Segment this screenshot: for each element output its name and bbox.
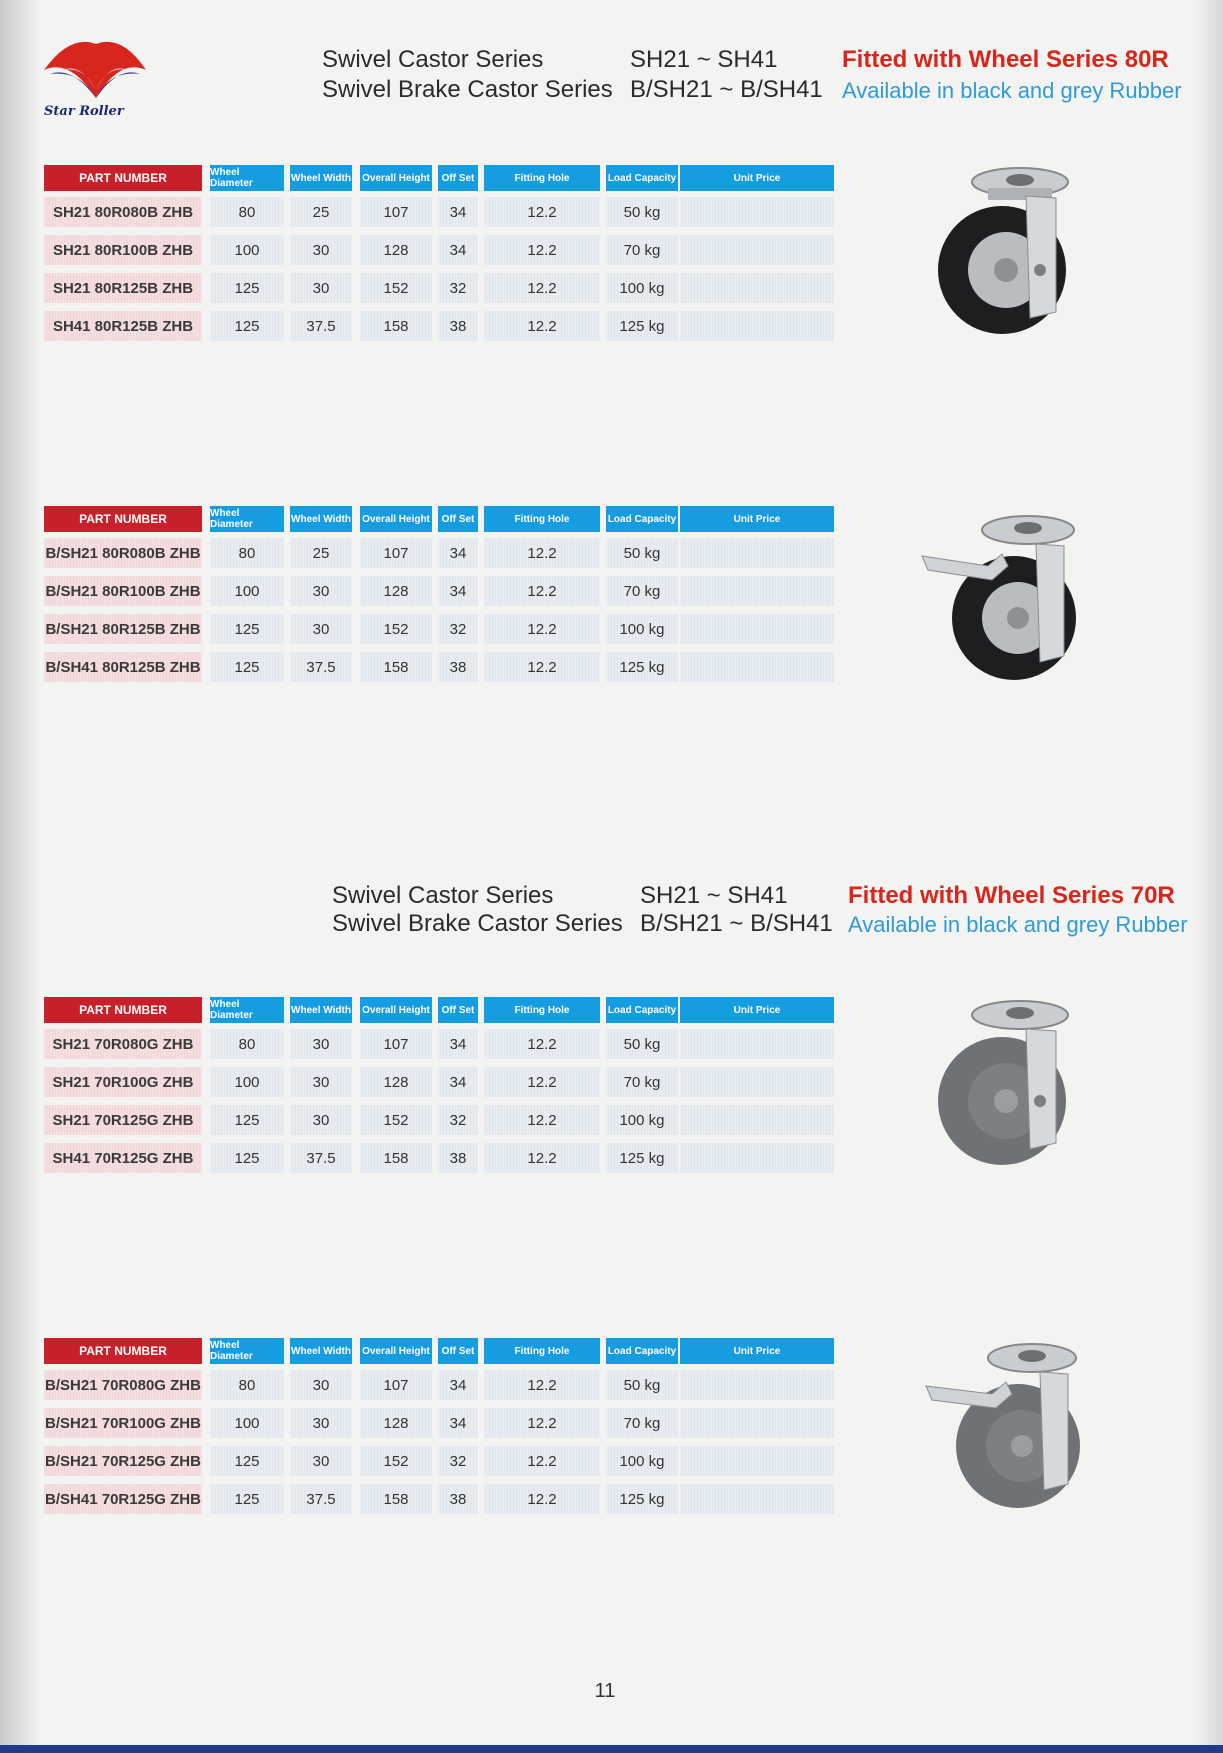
table-row: [44, 1029, 834, 1059]
header-fitting-hole: Fitting Hole: [484, 165, 600, 191]
off-set-cell: 38: [438, 652, 478, 682]
header-unit-price: Unit Price: [680, 1338, 834, 1364]
unit-price-cell: [680, 235, 834, 265]
spec-table-sh-80r: [44, 165, 834, 349]
wheel-diameter-cell: 125: [210, 311, 284, 341]
unit-price-cell: [680, 652, 834, 682]
load-capacity-cell: 100 kg: [606, 1446, 678, 1476]
fitting-hole-cell: 12.2: [484, 311, 600, 341]
part-number-cell: B/SH41 80R125B ZHB: [44, 652, 202, 682]
wheel-width-cell: 30: [290, 273, 352, 303]
table-row: [44, 1143, 834, 1173]
wheel-width-cell: 30: [290, 576, 352, 606]
header-load-capacity: Load Capacity: [606, 165, 678, 191]
wheel-width-cell: 30: [290, 235, 352, 265]
overall-height-cell: 107: [360, 1029, 432, 1059]
header-part-number: PART NUMBER: [44, 997, 202, 1023]
swivel-castor-grey-wheel-icon: [930, 993, 1090, 1173]
fitting-hole-cell: 12.2: [484, 273, 600, 303]
wheel-width-cell: 30: [290, 1029, 352, 1059]
wheel-series-label: Fitted with Wheel Series 70R: [848, 882, 1175, 909]
unit-price-cell: [680, 197, 834, 227]
load-capacity-cell: 70 kg: [606, 235, 678, 265]
unit-price-cell: [680, 576, 834, 606]
off-set-cell: 32: [438, 1105, 478, 1135]
header-wheel-width: Wheel Width: [290, 1338, 352, 1364]
wheel-series-label: Fitted with Wheel Series 80R: [842, 46, 1169, 73]
overall-height-cell: 158: [360, 652, 432, 682]
wheel-diameter-cell: 100: [210, 1408, 284, 1438]
load-capacity-cell: 125 kg: [606, 311, 678, 341]
part-number-cell: SH21 80R100B ZHB: [44, 235, 202, 265]
header-fitting-hole: Fitting Hole: [484, 997, 600, 1023]
load-capacity-cell: 70 kg: [606, 1067, 678, 1097]
load-capacity-cell: 100 kg: [606, 273, 678, 303]
table-header-row: [44, 165, 834, 191]
part-number-cell: SH21 70R125G ZHB: [44, 1105, 202, 1135]
wheel-diameter-cell: 80: [210, 197, 284, 227]
table-row: [44, 614, 834, 644]
table-row: [44, 1067, 834, 1097]
overall-height-cell: 128: [360, 1408, 432, 1438]
off-set-cell: 32: [438, 273, 478, 303]
header-wheel-width: Wheel Width: [290, 165, 352, 191]
swivel-castor-black-wheel-icon: [930, 162, 1090, 342]
section-header-70r: [0, 880, 1223, 950]
fitting-hole-cell: 12.2: [484, 1105, 600, 1135]
table-row: [44, 652, 834, 682]
table-header-row: [44, 506, 834, 532]
wheel-diameter-cell: 125: [210, 1143, 284, 1173]
off-set-cell: 34: [438, 1067, 478, 1097]
unit-price-cell: [680, 1067, 834, 1097]
fitting-hole-cell: 12.2: [484, 1408, 600, 1438]
off-set-cell: 34: [438, 538, 478, 568]
table-row: [44, 1484, 834, 1514]
fitting-hole-cell: 12.2: [484, 1370, 600, 1400]
header-overall-height: Overall Height: [360, 997, 432, 1023]
off-set-cell: 34: [438, 197, 478, 227]
off-set-cell: 34: [438, 1370, 478, 1400]
overall-height-cell: 128: [360, 576, 432, 606]
page-edge-shadow: [1193, 0, 1223, 1753]
fitting-hole-cell: 12.2: [484, 1067, 600, 1097]
load-capacity-cell: 125 kg: [606, 652, 678, 682]
header-fitting-hole: Fitting Hole: [484, 506, 600, 532]
unit-price-cell: [680, 1370, 834, 1400]
unit-price-cell: [680, 311, 834, 341]
table-row: [44, 1446, 834, 1476]
load-capacity-cell: 125 kg: [606, 1484, 678, 1514]
unit-price-cell: [680, 1484, 834, 1514]
header-wheel-diameter: Wheel Diameter: [210, 1338, 284, 1364]
wheel-diameter-cell: 80: [210, 538, 284, 568]
part-number-cell: SH21 80R080B ZHB: [44, 197, 202, 227]
fitting-hole-cell: 12.2: [484, 1029, 600, 1059]
spec-table-bsh-80r: [44, 506, 834, 690]
series-title: Swivel Castor Series: [332, 882, 554, 909]
header-load-capacity: Load Capacity: [606, 1338, 678, 1364]
table-row: [44, 197, 834, 227]
overall-height-cell: 158: [360, 1484, 432, 1514]
table-row: [44, 311, 834, 341]
load-capacity-cell: 50 kg: [606, 538, 678, 568]
part-number-cell: B/SH21 80R080B ZHB: [44, 538, 202, 568]
table-row: [44, 1105, 834, 1135]
section-header-80r: [0, 44, 1223, 114]
overall-height-cell: 107: [360, 538, 432, 568]
wheel-width-cell: 37.5: [290, 1143, 352, 1173]
part-number-cell: SH41 80R125B ZHB: [44, 311, 202, 341]
table-row: [44, 538, 834, 568]
series-range: SH21 ~ SH41: [630, 46, 778, 73]
table-row: [44, 1408, 834, 1438]
fitting-hole-cell: 12.2: [484, 197, 600, 227]
header-part-number: PART NUMBER: [44, 506, 202, 532]
unit-price-cell: [680, 1029, 834, 1059]
header-unit-price: Unit Price: [680, 997, 834, 1023]
wheel-width-cell: 25: [290, 197, 352, 227]
header-wheel-width: Wheel Width: [290, 997, 352, 1023]
overall-height-cell: 152: [360, 273, 432, 303]
wheel-diameter-cell: 80: [210, 1029, 284, 1059]
overall-height-cell: 152: [360, 1446, 432, 1476]
overall-height-cell: 152: [360, 1105, 432, 1135]
header-unit-price: Unit Price: [680, 165, 834, 191]
wheel-width-cell: 30: [290, 614, 352, 644]
wheel-width-cell: 30: [290, 1067, 352, 1097]
overall-height-cell: 152: [360, 614, 432, 644]
header-wheel-diameter: Wheel Diameter: [210, 165, 284, 191]
page-number: 11: [594, 1680, 616, 1702]
wheel-width-cell: 30: [290, 1370, 352, 1400]
load-capacity-cell: 100 kg: [606, 1105, 678, 1135]
wheel-diameter-cell: 80: [210, 1370, 284, 1400]
overall-height-cell: 128: [360, 1067, 432, 1097]
part-number-cell: B/SH21 70R100G ZHB: [44, 1408, 202, 1438]
load-capacity-cell: 50 kg: [606, 1370, 678, 1400]
off-set-cell: 34: [438, 1408, 478, 1438]
unit-price-cell: [680, 538, 834, 568]
table-row: [44, 273, 834, 303]
load-capacity-cell: 70 kg: [606, 1408, 678, 1438]
series-title: Swivel Castor Series: [322, 46, 544, 73]
spec-table-bsh-70r: [44, 1338, 834, 1522]
unit-price-cell: [680, 1143, 834, 1173]
load-capacity-cell: 125 kg: [606, 1143, 678, 1173]
unit-price-cell: [680, 614, 834, 644]
page-bottom-bar: [0, 1745, 1223, 1753]
overall-height-cell: 158: [360, 311, 432, 341]
table-row: [44, 576, 834, 606]
part-number-cell: SH21 80R125B ZHB: [44, 273, 202, 303]
wheel-width-cell: 25: [290, 538, 352, 568]
header-off-set: Off Set: [438, 1338, 478, 1364]
off-set-cell: 32: [438, 1446, 478, 1476]
swivel-brake-castor-black-wheel-icon: [918, 506, 1098, 686]
load-capacity-cell: 70 kg: [606, 576, 678, 606]
spec-table-sh-70r: [44, 997, 834, 1181]
off-set-cell: 32: [438, 614, 478, 644]
part-number-cell: B/SH21 80R100B ZHB: [44, 576, 202, 606]
load-capacity-cell: 50 kg: [606, 1029, 678, 1059]
swivel-brake-castor-grey-wheel-icon: [922, 1336, 1102, 1516]
off-set-cell: 34: [438, 576, 478, 606]
fitting-hole-cell: 12.2: [484, 652, 600, 682]
part-number-cell: B/SH41 70R125G ZHB: [44, 1484, 202, 1514]
fitting-hole-cell: 12.2: [484, 235, 600, 265]
header-off-set: Off Set: [438, 165, 478, 191]
header-fitting-hole: Fitting Hole: [484, 1338, 600, 1364]
part-number-cell: B/SH21 80R125B ZHB: [44, 614, 202, 644]
header-load-capacity: Load Capacity: [606, 997, 678, 1023]
wheel-diameter-cell: 125: [210, 1105, 284, 1135]
header-overall-height: Overall Height: [360, 506, 432, 532]
brake-series-range: B/SH21 ~ B/SH41: [630, 76, 823, 103]
header-wheel-diameter: Wheel Diameter: [210, 506, 284, 532]
table-header-row: [44, 1338, 834, 1364]
off-set-cell: 34: [438, 235, 478, 265]
wheel-diameter-cell: 125: [210, 1484, 284, 1514]
wheel-width-cell: 37.5: [290, 311, 352, 341]
wheel-diameter-cell: 125: [210, 1446, 284, 1476]
off-set-cell: 38: [438, 311, 478, 341]
brake-series-range: B/SH21 ~ B/SH41: [640, 910, 833, 937]
header-wheel-diameter: Wheel Diameter: [210, 997, 284, 1023]
wheel-diameter-cell: 100: [210, 1067, 284, 1097]
unit-price-cell: [680, 273, 834, 303]
header-part-number: PART NUMBER: [44, 165, 202, 191]
table-row: [44, 235, 834, 265]
part-number-cell: SH21 70R080G ZHB: [44, 1029, 202, 1059]
wheel-diameter-cell: 100: [210, 235, 284, 265]
wheel-diameter-cell: 125: [210, 614, 284, 644]
wheel-diameter-cell: 100: [210, 576, 284, 606]
series-range: SH21 ~ SH41: [640, 882, 788, 909]
header-load-capacity: Load Capacity: [606, 506, 678, 532]
wheel-width-cell: 37.5: [290, 652, 352, 682]
header-overall-height: Overall Height: [360, 165, 432, 191]
table-row: [44, 1370, 834, 1400]
page-gutter-shadow: [0, 0, 40, 1753]
wheel-diameter-cell: 125: [210, 652, 284, 682]
unit-price-cell: [680, 1105, 834, 1135]
table-header-row: [44, 997, 834, 1023]
availability-note: Available in black and grey Rubber: [842, 78, 1182, 103]
fitting-hole-cell: 12.2: [484, 614, 600, 644]
wheel-width-cell: 30: [290, 1105, 352, 1135]
fitting-hole-cell: 12.2: [484, 1446, 600, 1476]
part-number-cell: SH41 70R125G ZHB: [44, 1143, 202, 1173]
availability-note: Available in black and grey Rubber: [848, 912, 1188, 937]
off-set-cell: 38: [438, 1484, 478, 1514]
fitting-hole-cell: 12.2: [484, 538, 600, 568]
load-capacity-cell: 100 kg: [606, 614, 678, 644]
unit-price-cell: [680, 1446, 834, 1476]
brake-series-title: Swivel Brake Castor Series: [322, 76, 613, 103]
overall-height-cell: 128: [360, 235, 432, 265]
overall-height-cell: 158: [360, 1143, 432, 1173]
wheel-diameter-cell: 125: [210, 273, 284, 303]
fitting-hole-cell: 12.2: [484, 1143, 600, 1173]
wheel-width-cell: 30: [290, 1408, 352, 1438]
unit-price-cell: [680, 1408, 834, 1438]
off-set-cell: 34: [438, 1029, 478, 1059]
header-off-set: Off Set: [438, 506, 478, 532]
off-set-cell: 38: [438, 1143, 478, 1173]
header-overall-height: Overall Height: [360, 1338, 432, 1364]
part-number-cell: B/SH21 70R080G ZHB: [44, 1370, 202, 1400]
overall-height-cell: 107: [360, 197, 432, 227]
brake-series-title: Swivel Brake Castor Series: [332, 910, 623, 937]
part-number-cell: B/SH21 70R125G ZHB: [44, 1446, 202, 1476]
header-part-number: PART NUMBER: [44, 1338, 202, 1364]
header-unit-price: Unit Price: [680, 506, 834, 532]
part-number-cell: SH21 70R100G ZHB: [44, 1067, 202, 1097]
brand-name: Star Roller: [44, 104, 124, 119]
overall-height-cell: 107: [360, 1370, 432, 1400]
load-capacity-cell: 50 kg: [606, 197, 678, 227]
header-off-set: Off Set: [438, 997, 478, 1023]
header-wheel-width: Wheel Width: [290, 506, 352, 532]
fitting-hole-cell: 12.2: [484, 1484, 600, 1514]
wheel-width-cell: 37.5: [290, 1484, 352, 1514]
wheel-width-cell: 30: [290, 1446, 352, 1476]
fitting-hole-cell: 12.2: [484, 576, 600, 606]
